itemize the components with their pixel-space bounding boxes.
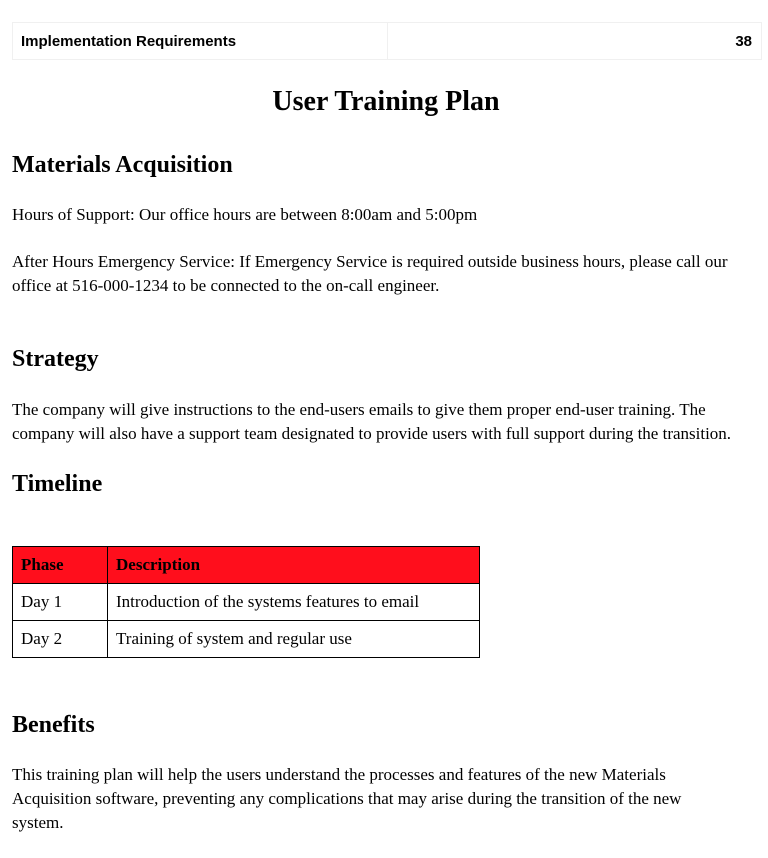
strategy-text: The company will give instructions to the end-users emails to give them proper end-user training. The company will also have a support team designated to provide users with full support during the transition. [12, 400, 732, 443]
timeline-heading: Timeline [12, 471, 103, 497]
table-row [13, 621, 480, 658]
table-row [13, 584, 480, 621]
header-page-number: 38 [735, 32, 752, 50]
table-header-row [13, 547, 480, 584]
benefits-heading: Benefits [12, 712, 95, 738]
materials-heading: Materials Acquisition [12, 152, 233, 178]
benefits-text: This training plan will help the users understand the processes and features of the new Materials Acquisition software, preventing any complications that may arise during the transition of the new system. [12, 765, 682, 832]
phase-cell: Day 2 [13, 621, 108, 658]
header-section-title: Implementation Requirements [13, 23, 388, 59]
description-cell: Training of system and regular use [108, 621, 480, 658]
strategy-heading: Strategy [12, 346, 99, 372]
document-title: User Training Plan [272, 86, 500, 117]
column-header-phase: Phase [13, 547, 108, 584]
phase-cell: Day 1 [13, 584, 108, 621]
description-cell: Introduction of the systems features to email [108, 584, 480, 621]
timeline-table [12, 546, 480, 658]
hours-of-support-text: Hours of Support: Our office hours are between 8:00am and 5:00pm [12, 205, 478, 224]
after-hours-text: After Hours Emergency Service: If Emergency Service is required outside business hours, please call our office at 516-000-1234 to be connected to the on-call engineer. [12, 252, 728, 295]
page-header [12, 22, 762, 60]
column-header-description: Description [108, 547, 480, 584]
